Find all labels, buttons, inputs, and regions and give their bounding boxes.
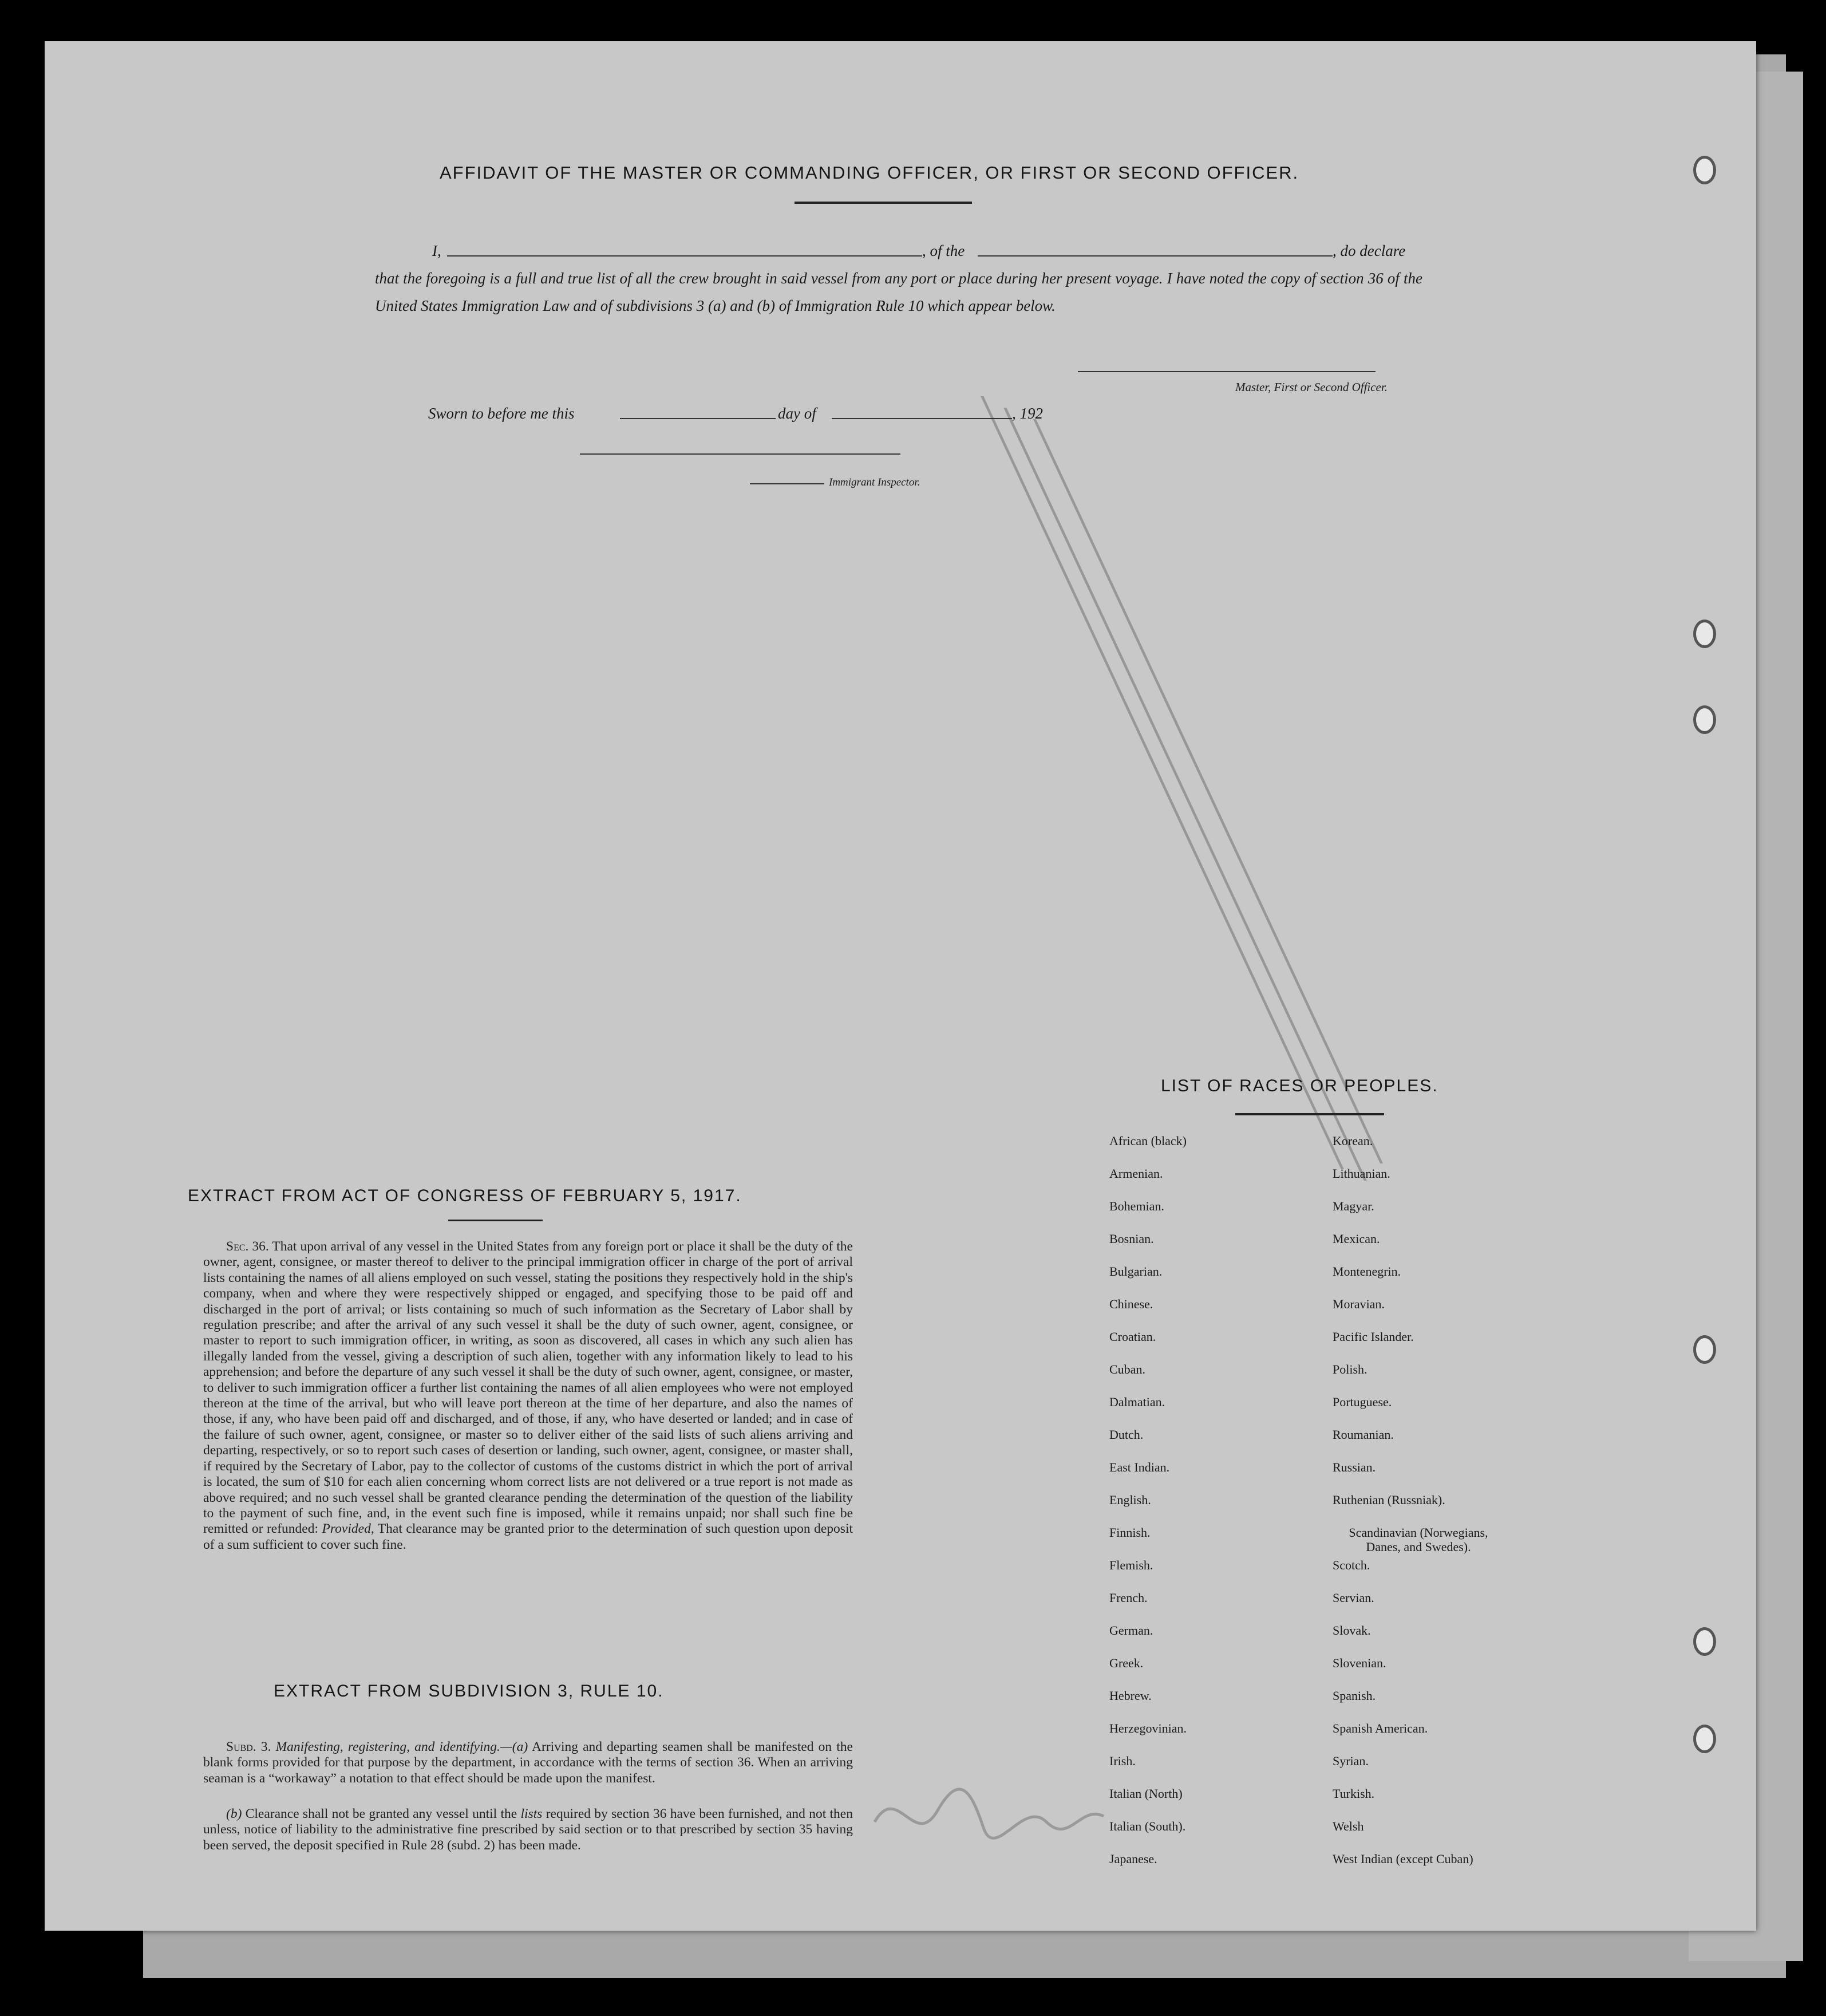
- race-item: English.: [1109, 1493, 1151, 1507]
- races-title: LIST OF RACES OR PEOPLES.: [1161, 1076, 1438, 1095]
- sworn-day-field[interactable]: [620, 418, 776, 419]
- races-title-rule: [1235, 1113, 1384, 1115]
- race-item: Japanese.: [1109, 1852, 1157, 1866]
- punch-hole: [1693, 1335, 1716, 1364]
- race-item: Moravian.: [1333, 1297, 1385, 1311]
- act-title-rule: [448, 1220, 543, 1221]
- subd-a-text: Arriving and departing seamen shall be manifested on the blank forms provided for that purpose by the department, in accordance with the terms of section 36. When an arriving seaman is a “workaway” a notation to that effect should be made upon the manifest.: [203, 1739, 853, 1786]
- officer-signature-field[interactable]: [1078, 371, 1376, 372]
- bleed-through-marks: [1003, 408, 1367, 1181]
- subd-b-text-2: required by section 36 have been furnished, and not then unless, notice of liability to the administrative fine prescribed by said section or to that prescribed by section 35 having been served, the deposit specified in Rule 28 (subd. 2) has been made.: [203, 1806, 853, 1853]
- sworn-month-field[interactable]: [832, 418, 1012, 419]
- race-item: Ruthenian (Russniak).: [1333, 1493, 1445, 1507]
- bleed-through-marks: [981, 396, 1344, 1169]
- section-label: Sec. 36.: [226, 1239, 269, 1254]
- punch-hole: [1693, 1627, 1716, 1656]
- race-item: East Indian.: [1109, 1460, 1170, 1474]
- affidavit-do-declare: , do declare: [1333, 242, 1406, 259]
- race-item: Dutch.: [1109, 1427, 1144, 1442]
- section-body: That upon arrival of any vessel in the United States from any foreign port or place it shall be the duty of the owner, agent, consignee, or master thereof to deliver to the principal immigration officer in charge of the port of arrival lists containing the names of all aliens employed on such vessel, stating the positions they respectively hold in the ship's company, when and where they were respectively shipped or engaged, and specifying those to be paid off and discharged in the port of arrival; or lists containing so much of such information as the Secretary of Labor shall by regulation prescribe; and after the arrival of any such vessel it shall be the duty of such owner, agent, consignee, or master to report to such immigration officer, in writing, as soon as discovered, all cases in which any such alien has illegally landed from the vessel, giving a description of such alien, together with any information likely to lead to his apprehension; and before the departure of any such vessel it shall be the duty of such owner, agent, consignee, or master, to deliver to such immigration officer a further list containing the names of all alien employees who were not employed thereon at the time of the arrival, but who will leave port thereon at the time of her departure, and also the names of those, if any, who have been paid off and discharged, and of those, if any, who have deserted or landed; and in case of the failure of such owner, agent, consignee, or master so to deliver either of the said lists of such aliens arriving and departing, respectively, or so to report such cases of desertion or landing, such owner, agent, consignee, or master shall, if required by the Secretary of Labor, pay to the collector of customs of the customs district in which the port of arrival is located, the sum of $10 for each alien concerning whom correct lists are not delivered or a true report is not made as above required; and no such vessel shall be granted clearance pending the determination of the question of the liability to the payment of such fine, and, in the event such fine is imposed, while it remains unpaid; nor shall such fine be remitted or refunded:: [203, 1239, 853, 1537]
- subd-label: Subd. 3.: [226, 1739, 271, 1754]
- sworn-to-label: Sworn to before me this: [428, 405, 575, 422]
- race-item: Servian.: [1333, 1591, 1374, 1605]
- race-item: Herzegovinian.: [1109, 1721, 1187, 1735]
- race-item: Croatian.: [1109, 1329, 1156, 1344]
- race-item: West Indian (except Cuban): [1333, 1852, 1473, 1866]
- race-item: Cuban.: [1109, 1362, 1145, 1376]
- rule-extract-title: EXTRACT FROM SUBDIVISION 3, RULE 10.: [274, 1682, 664, 1701]
- race-item: Flemish.: [1109, 1558, 1153, 1572]
- race-item: Scandinavian (Norwegians, Danes, and Swedes).: [1349, 1525, 1488, 1554]
- affidavit-declaration: that the foregoing is a full and true list of all the crew brought in said vessel from any port or place during her present voyage. I have noted the copy of section 36 of the United States Immigration Law and of subdivisions 3 (a) and (b) of Immigration Rule 10 which appear below.: [375, 270, 1422, 314]
- race-item: Portuguese.: [1333, 1395, 1392, 1409]
- race-item: Italian (South).: [1109, 1819, 1186, 1833]
- act-extract-title: EXTRACT FROM ACT OF CONGRESS OF FEBRUARY 5, 1917.: [188, 1186, 742, 1205]
- race-item: Turkish.: [1333, 1786, 1375, 1801]
- inspector-caption: Immigrant Inspector.: [829, 476, 920, 488]
- race-item: Welsh: [1333, 1819, 1364, 1833]
- race-item: Syrian.: [1333, 1754, 1369, 1768]
- day-of-label: day of: [778, 405, 816, 422]
- race-item: Roumanian.: [1333, 1427, 1394, 1442]
- race-item: Armenian.: [1109, 1166, 1163, 1181]
- affidavit-of-the: , of the: [922, 242, 965, 259]
- punch-hole: [1693, 1725, 1716, 1753]
- race-item: Slovak.: [1333, 1623, 1371, 1638]
- affidavit-page: [45, 41, 1756, 1931]
- rule-subdivision-a: [203, 1739, 853, 1786]
- vessel-name-field[interactable]: [978, 255, 1333, 257]
- affidavit-title: AFFIDAVIT OF THE MASTER OR COMMANDING OFFICER, OR FIRST OR SECOND OFFICER.: [440, 163, 1299, 183]
- race-item: Russian.: [1333, 1460, 1376, 1474]
- race-item: Bosnian.: [1109, 1232, 1154, 1246]
- race-item: Chinese.: [1109, 1297, 1153, 1311]
- race-item: Bulgarian.: [1109, 1264, 1163, 1279]
- race-item: Korean.: [1333, 1134, 1373, 1148]
- race-item: Finnish.: [1109, 1525, 1151, 1540]
- proviso-text: That clearance may be granted prior to the determination of such question upon deposit of a sum sufficient to cover such fine.: [203, 1521, 853, 1552]
- punch-hole: [1693, 620, 1716, 648]
- race-item: French.: [1109, 1591, 1148, 1605]
- punch-hole: [1693, 156, 1716, 184]
- race-item: Magyar.: [1333, 1199, 1374, 1213]
- officer-name-field[interactable]: [447, 255, 922, 257]
- punch-hole: [1693, 705, 1716, 734]
- act-section-36-text: [203, 1239, 853, 1553]
- signature-caption: Master, First or Second Officer.: [1235, 380, 1388, 394]
- subd-b-label: (b): [226, 1806, 242, 1821]
- race-item: Lithuanian.: [1333, 1166, 1390, 1181]
- affidavit-lead-in: I,: [432, 242, 441, 259]
- proviso-label: Provided,: [322, 1521, 374, 1537]
- race-item: Greek.: [1109, 1656, 1144, 1670]
- race-item: Pacific Islander.: [1333, 1329, 1414, 1344]
- race-item: Bohemian.: [1109, 1199, 1164, 1213]
- race-item: Italian (North): [1109, 1786, 1183, 1801]
- inspector-underline: [750, 483, 824, 484]
- race-item: German.: [1109, 1623, 1153, 1638]
- subd-heading: Manifesting, registering, and identifying.—(a): [275, 1739, 528, 1754]
- race-item: Slovenian.: [1333, 1656, 1386, 1670]
- race-item: Spanish American.: [1333, 1721, 1428, 1735]
- race-item: Dalmatian.: [1109, 1395, 1165, 1409]
- race-item: Irish.: [1109, 1754, 1136, 1768]
- race-item: African (black): [1109, 1134, 1187, 1148]
- pencil-scrawl: [863, 1759, 1115, 1862]
- subd-b-lists: lists: [520, 1806, 543, 1821]
- year-label: , 192: [1012, 405, 1043, 422]
- race-item: Polish.: [1333, 1362, 1367, 1376]
- title-rule: [795, 202, 972, 204]
- bleed-through-marks: [1033, 419, 1383, 1163]
- race-item: Mexican.: [1333, 1232, 1380, 1246]
- subd-b-text-1: Clearance shall not be granted any vessel until the: [245, 1806, 517, 1821]
- inspector-signature-field[interactable]: [580, 453, 900, 455]
- race-item: Spanish.: [1333, 1688, 1376, 1703]
- rule-subdivision-b: [203, 1806, 853, 1853]
- race-item: Montenegrin.: [1333, 1264, 1401, 1279]
- race-item: Hebrew.: [1109, 1688, 1152, 1703]
- race-item: Scotch.: [1333, 1558, 1370, 1572]
